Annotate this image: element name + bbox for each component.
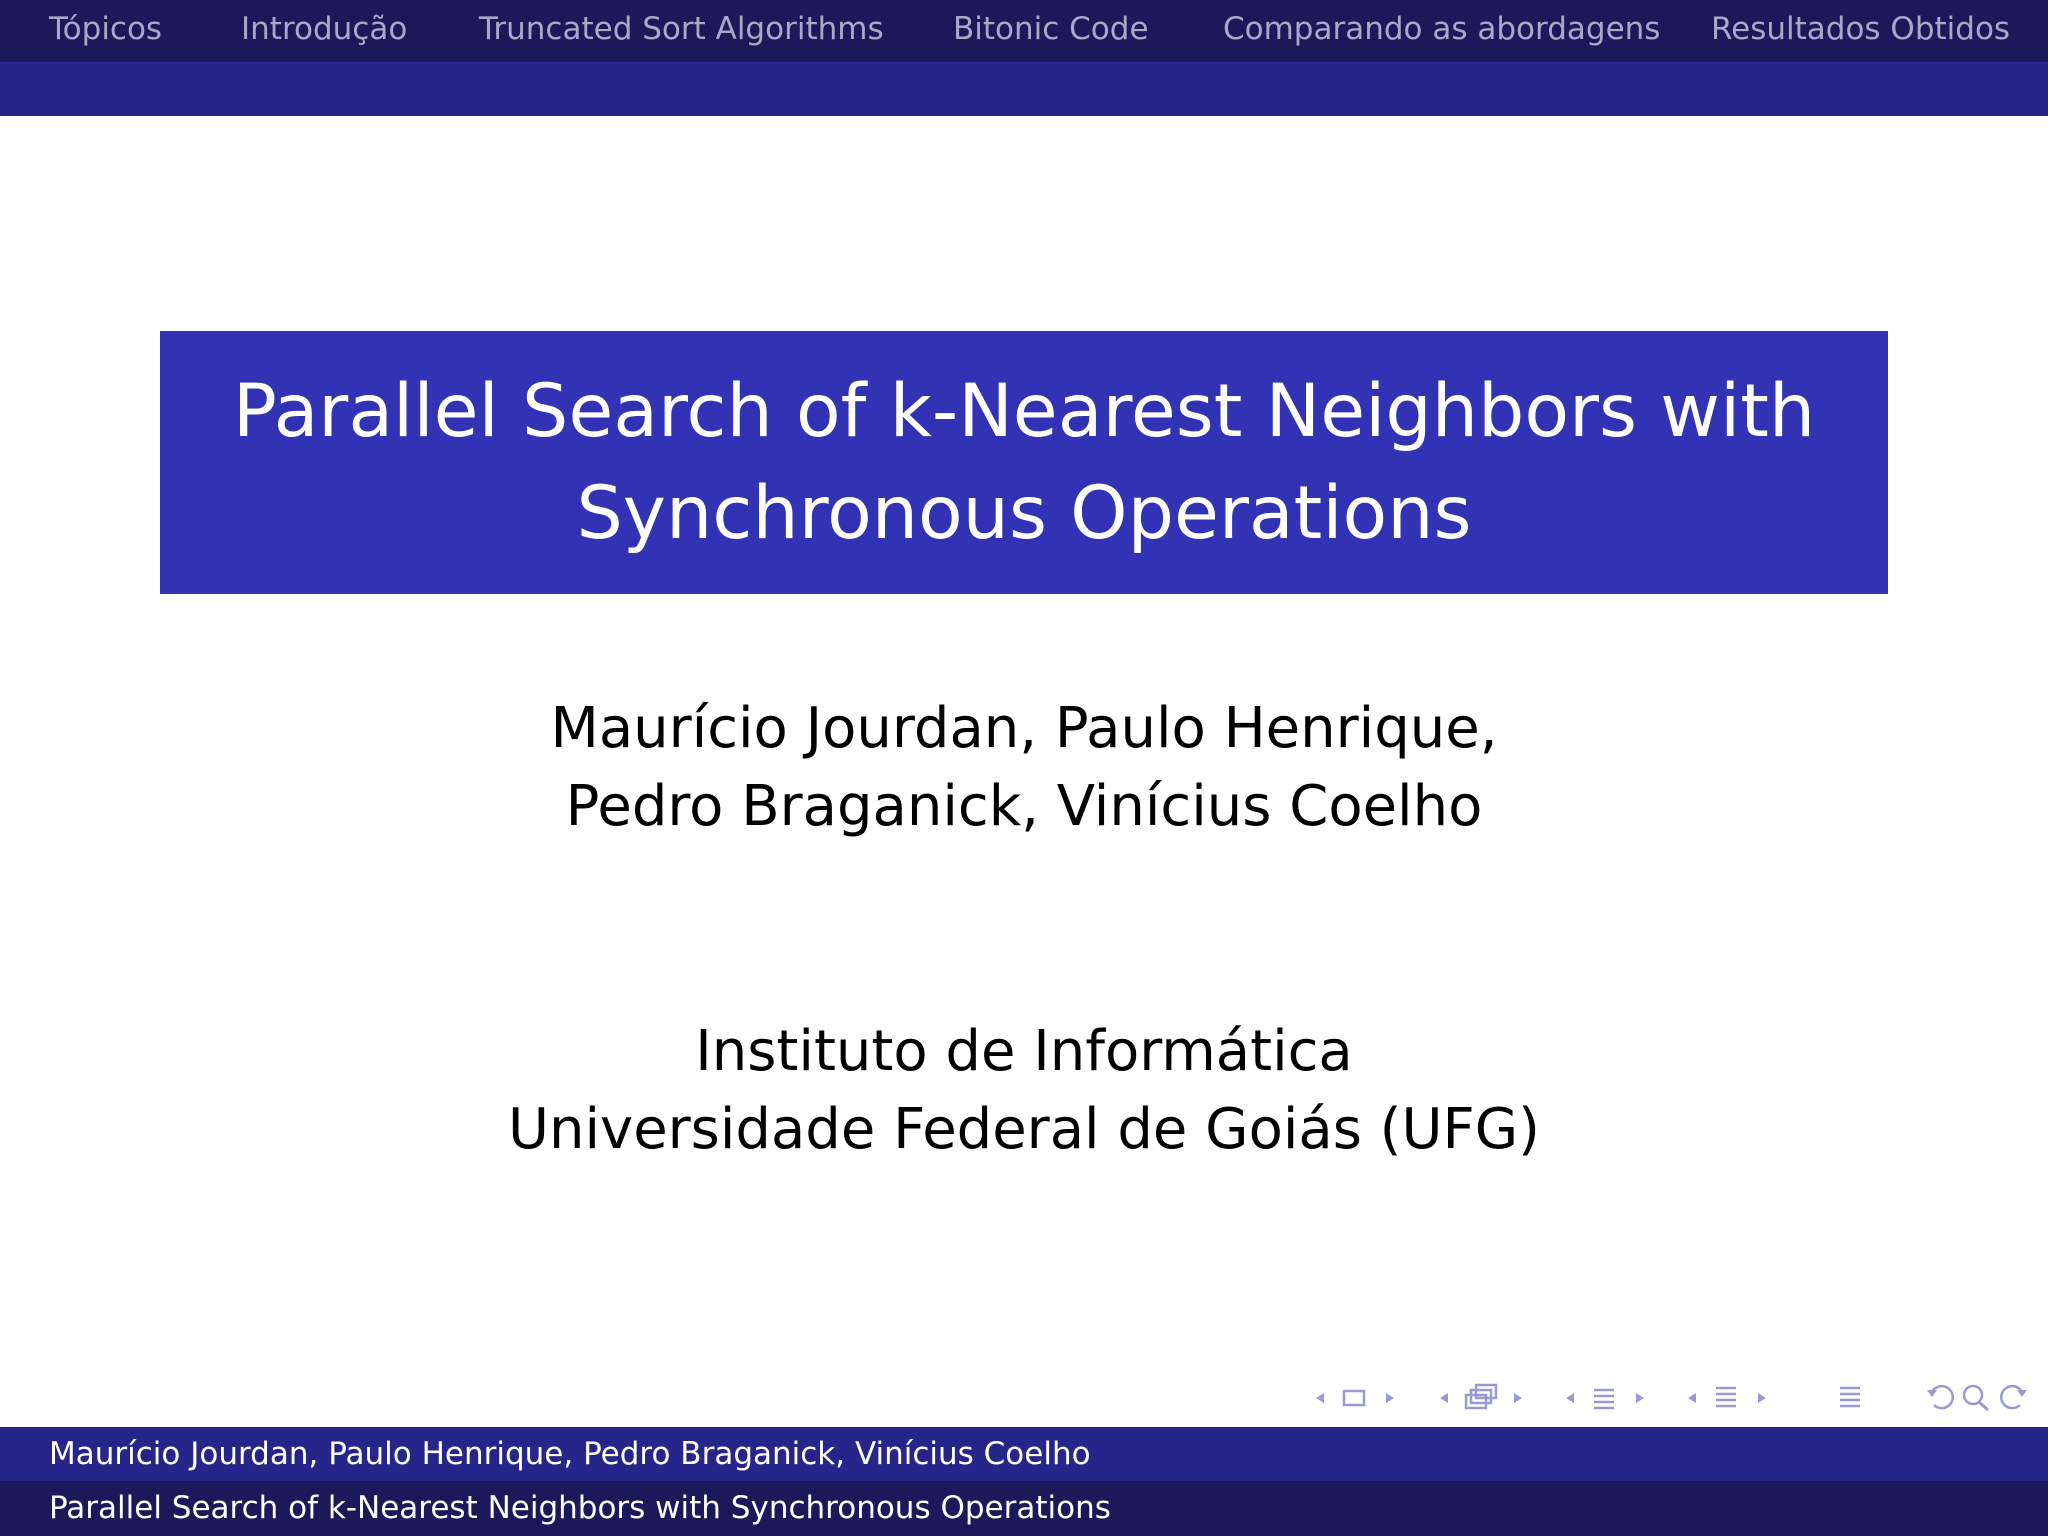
authors-line-1: Maurício Jourdan, Paulo Henrique, — [550, 696, 1498, 761]
title-box — [160, 331, 1888, 594]
search-icon[interactable] — [1960, 1378, 1994, 1418]
forward-icon[interactable] — [1994, 1378, 2030, 1418]
authors-line-2: Pedro Braganick, Vinícius Coelho — [565, 774, 1483, 839]
authors-block — [0, 690, 2048, 846]
footer-authors: Maurício Jourdan, Paulo Henrique, Pedro Braganick, Vinícius Coelho — [49, 1436, 1091, 1472]
title-line-1: Parallel Search of k-Nearest Neighbors with — [232, 368, 1816, 454]
subsection-bar — [0, 62, 2048, 116]
nav-item-comparando[interactable]: Comparando as abordagens — [1223, 11, 1661, 47]
navigation-symbols — [1310, 1378, 2040, 1418]
institute-block — [0, 1013, 2048, 1169]
frame-nav-icon[interactable] — [1438, 1378, 1534, 1418]
nav-item-truncated-sort[interactable]: Truncated Sort Algorithms — [479, 11, 884, 47]
subsection-nav-icon[interactable] — [1564, 1378, 1654, 1418]
title-line-2: Synchronous Operations — [576, 470, 1472, 556]
slide-nav-icon[interactable] — [1314, 1378, 1404, 1418]
footer-title-bar — [0, 1481, 2048, 1536]
footer-title: Parallel Search of k-Nearest Neighbors with Synchronous Operations — [49, 1490, 1111, 1526]
nav-item-introducao[interactable]: Introdução — [241, 11, 408, 47]
footer-authors-bar — [0, 1427, 2048, 1481]
section-navigation-bar — [0, 0, 2048, 62]
nav-item-resultados[interactable]: Resultados Obtidos — [1711, 11, 2011, 47]
nav-item-topicos[interactable]: Tópicos — [49, 11, 163, 47]
institute-line-2: Universidade Federal de Goiás (UFG) — [508, 1097, 1540, 1162]
back-icon[interactable] — [1924, 1378, 1960, 1418]
nav-item-bitonic-code[interactable]: Bitonic Code — [953, 11, 1149, 47]
section-nav-icon[interactable] — [1686, 1378, 1776, 1418]
institute-line-1: Instituto de Informática — [695, 1019, 1353, 1084]
presentation-nav-icon[interactable] — [1836, 1378, 1866, 1418]
